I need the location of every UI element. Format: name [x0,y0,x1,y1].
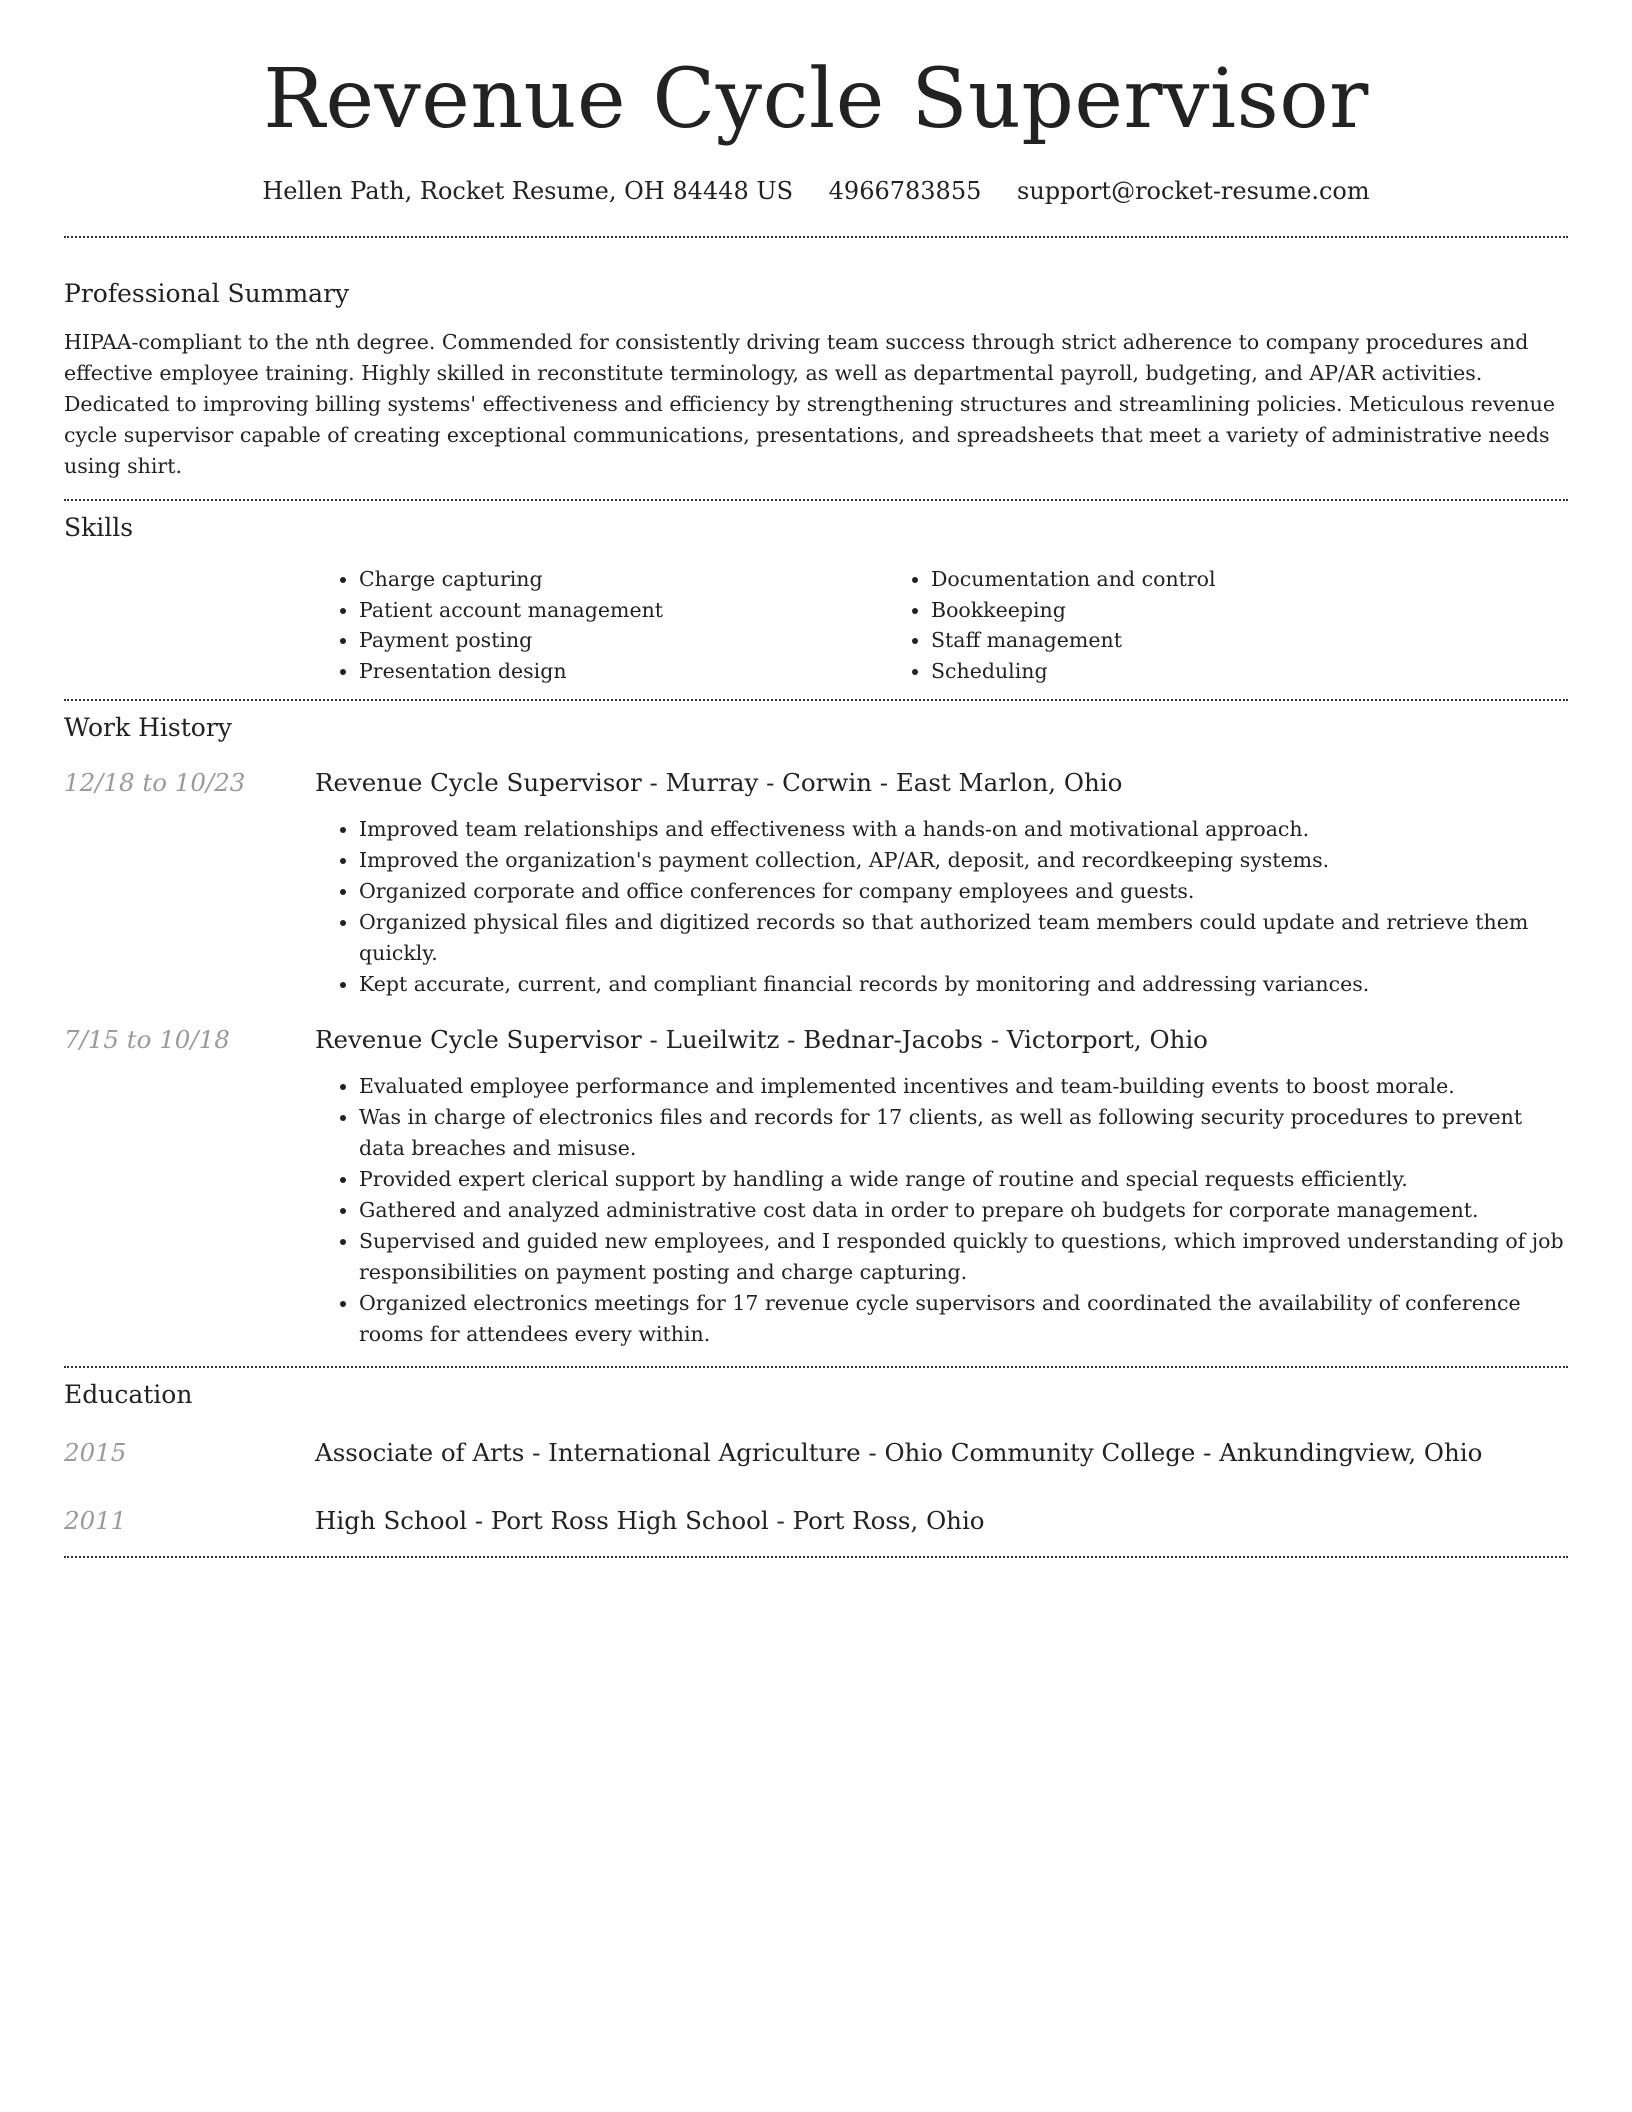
education-entry [64,1438,1568,1468]
education-detail: High School - Port Ross High School - Port Ross, Ohio [315,1506,985,1535]
skills-column-left [315,564,887,686]
job-dates: 7/15 to 10/18 [64,1025,230,1054]
contact-address: Hellen Path, Rocket Resume, OH 84448 US [262,177,794,205]
job-bullet: • Was in charge of electronics files and records for 17 clients, as well as following security procedures to prevent data breaches and misuse. [359,1102,1568,1164]
job-bullets [315,814,1568,1000]
job-bullet: • Organized corporate and office conferences for company employees and guests. [359,876,1568,907]
job-title: Revenue Cycle Supervisor - Murray - Corwin - East Marlon, Ohio [315,768,1123,797]
job-bullet: • Gathered and analyzed administrative cost data in order to prepare oh budgets for corporate management. [359,1195,1568,1226]
skill-item: • Charge capturing [359,564,887,595]
contact-line [64,176,1568,206]
section-divider [64,1556,1568,1558]
education-entry [64,1506,1568,1536]
education-year: 2011 [64,1506,127,1535]
education-heading: Education [64,1380,193,1409]
resume-name: Revenue Cycle Supervisor [263,52,1369,147]
skills-list [315,564,1568,686]
job-bullet: • Improved the organization's payment collection, AP/AR, deposit, and recordkeeping systems. [359,845,1568,876]
job-bullets [315,1071,1568,1350]
section-divider [64,499,1568,501]
skills-column-right [887,564,1487,686]
job-title: Revenue Cycle Supervisor - Lueilwitz - Bednar-Jacobs - Victorport, Ohio [315,1025,1208,1054]
contact-phone: 4966783855 [828,177,982,205]
skills-heading: Skills [64,513,134,542]
job-bullet: • Provided expert clerical support by handling a wide range of routine and special requests efficiently. [359,1164,1568,1195]
job-body [315,1025,1568,1350]
section-divider [64,699,1568,701]
job-bullet: • Evaluated employee performance and implemented incentives and team-building events to boost morale. [359,1071,1568,1102]
skill-item: • Presentation design [359,656,887,687]
section-divider [64,236,1568,238]
skill-item: • Scheduling [931,656,1487,687]
job-bullet: • Kept accurate, current, and compliant financial records by monitoring and addressing variances. [359,969,1568,1000]
skill-item: • Documentation and control [931,564,1487,595]
work-history-heading: Work History [64,713,232,742]
job-entry [64,768,1568,1000]
job-bullet: • Organized electronics meetings for 17 revenue cycle supervisors and coordinated the availability of conference rooms for attendees every within. [359,1288,1568,1350]
job-bullet: • Improved team relationships and effectiveness with a hands-on and motivational approach. [359,814,1568,845]
skill-item: • Staff management [931,625,1487,656]
education-year: 2015 [64,1438,127,1467]
section-divider [64,1366,1568,1368]
contact-email: support@rocket-resume.com [1017,177,1370,205]
job-bullet: • Supervised and guided new employees, and I responded quickly to questions, which improved understanding of job responsibilities on payment posting and charge capturing. [359,1226,1568,1288]
job-bullet: • Organized physical files and digitized records so that authorized team members could update and retrieve them quickly. [359,907,1568,969]
skill-item: • Bookkeeping [931,595,1487,626]
skill-item: • Payment posting [359,625,887,656]
job-dates: 12/18 to 10/23 [64,768,246,797]
job-body [315,768,1568,1000]
job-entry [64,1025,1568,1350]
summary-text: HIPAA-compliant to the nth degree. Commended for consistently driving team success through strict adherence to company procedures and effective employee training. Highly skilled in reconstitute terminology, as well as departmental payroll, budgeting, and AP/AR activities. Dedicated to improving billing systems' effectiveness and efficiency by strengthening structures and streamlining policies. Meticulous revenue cycle supervisor capable of creating exceptional communications, presentations, and spreadsheets that meet a variety of administrative needs using shirt. [64,330,1555,478]
education-detail: Associate of Arts - International Agriculture - Ohio Community College - Ankundingview, Ohio [315,1438,1483,1467]
summary-heading: Professional Summary [64,279,350,308]
skill-item: • Patient account management [359,595,887,626]
